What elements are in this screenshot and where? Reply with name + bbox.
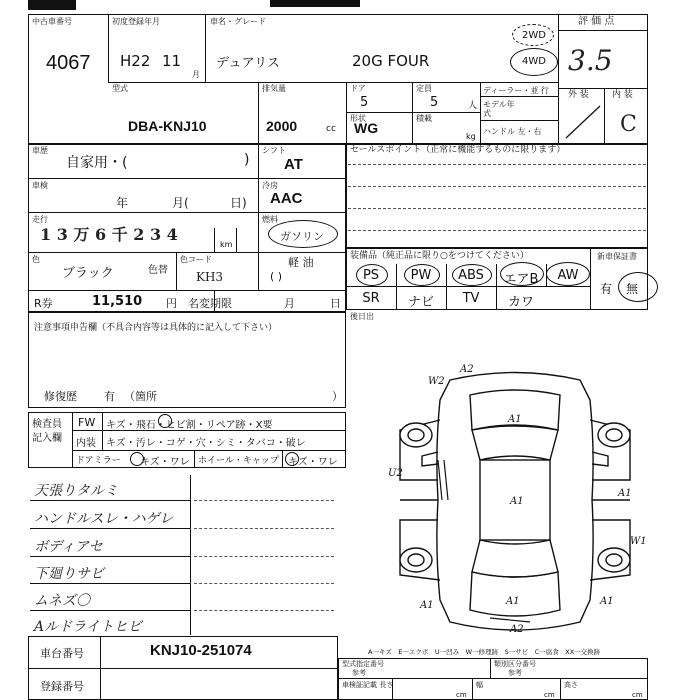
inspector-interior-text: キズ・汚レ・コゲ・穴・シミ・タバコ・破レ xyxy=(106,438,306,449)
equip-sr: SR xyxy=(362,291,380,306)
equipment-title: 装備品（純正品に限り○をつけてください） xyxy=(350,251,529,261)
exterior-slash xyxy=(562,100,604,142)
length-label: 車検証記載 長さ xyxy=(342,681,394,689)
payload-unit: kg xyxy=(466,132,476,141)
usage-label: 車歴 xyxy=(32,146,48,155)
class-ref: 参考 xyxy=(508,669,522,677)
mark-w1: W1 xyxy=(630,536,647,547)
sales-title: セールスポイント（正常に機能するものに限ります） xyxy=(350,145,566,155)
notes-title: 注意事項申告欄（不具合内容等は具体的に記入して下さい） xyxy=(34,323,278,333)
inspection-label: 車検 xyxy=(32,181,48,190)
mark-a1-left-rear: A1 xyxy=(420,600,434,611)
equip-airbag: エアB xyxy=(503,272,539,287)
first-reg-month: 11 xyxy=(162,52,182,70)
width-unit: cm xyxy=(544,691,555,699)
type-value: DBA-KNJ10 xyxy=(128,118,207,134)
color-code-value: KH3 xyxy=(196,270,224,284)
inspector-label-1: 検査員 xyxy=(32,419,62,430)
doors-label: ドア xyxy=(350,84,366,93)
light-oil-paren: ( ) xyxy=(270,270,283,283)
sales-frame xyxy=(346,144,648,248)
month-suffix: 月 xyxy=(192,70,200,79)
chassis-label: 車台番号 xyxy=(40,647,84,660)
spec-no-ref: 参考 xyxy=(352,669,366,677)
tax-month: 月 xyxy=(284,297,295,310)
mark-u2: U2 xyxy=(388,468,403,479)
inspector-interior-label: 内装 xyxy=(76,438,96,449)
recycle-value: 11,510 xyxy=(92,294,143,309)
note-2: ハンドルスレ・ハゲレ xyxy=(34,511,174,527)
class-label: 類別区分番号 xyxy=(494,660,536,668)
recycle-label: R券 xyxy=(34,297,53,310)
inspector-wheel-text: キズ・ワレ xyxy=(288,457,338,468)
car-damage-diagram xyxy=(380,360,650,640)
guarantee-no-circle xyxy=(618,272,658,302)
note-4: 下廻りサビ xyxy=(34,566,104,582)
inspector-mirror-text: キズ・ワレ xyxy=(140,457,190,468)
light-oil-label: 軽 油 xyxy=(288,256,314,269)
mark-a2-rear: A2 xyxy=(510,624,524,635)
drive-2wd-circle xyxy=(512,24,554,46)
equip-ps: PS xyxy=(362,268,380,283)
exterior-label: 外 装 xyxy=(568,90,589,100)
mark-a1-right: A1 xyxy=(618,488,632,499)
header-black-bar xyxy=(270,0,360,7)
equip-leather: カワ xyxy=(507,295,534,310)
note-1: 天張りタルミ xyxy=(34,483,118,499)
guarantee-yes: 有 xyxy=(600,282,613,296)
chassis-value: KNJ10-251074 xyxy=(150,642,252,659)
capacity-label: 定員 xyxy=(416,84,432,93)
header-frame xyxy=(28,14,648,144)
interior-grade: C xyxy=(620,112,637,137)
drive-4wd-circle xyxy=(510,48,558,76)
inspector-label-2: 記入欄 xyxy=(32,433,62,444)
color-value: ブラック xyxy=(62,266,114,281)
inspection-year: 年 xyxy=(116,196,129,210)
shape-value: WG xyxy=(354,120,379,136)
mileage-label: 走行 xyxy=(32,215,48,224)
inspection-day: 日) xyxy=(230,196,247,210)
damage-legend: A一キズ E一エクボ U一凹み W一修理跡 S一サビ C一腐食 XX一交換跡 xyxy=(368,648,601,656)
drive-2wd: 2WD xyxy=(522,30,546,41)
first-reg-era: H22 xyxy=(120,52,151,70)
equip-abs: ABS xyxy=(458,268,484,283)
note-6: Aルドライトヒビ xyxy=(34,619,142,635)
model-year-label: モデル年式 xyxy=(483,100,515,118)
lot-number: 4067 xyxy=(46,52,91,74)
fuel-label: 燃料 xyxy=(262,215,278,224)
drive-4wd: 4WD xyxy=(522,56,546,67)
tax-day: 日 xyxy=(330,297,341,310)
cooler-value: AAC xyxy=(270,190,303,207)
mark-a1-roof: A1 xyxy=(510,496,524,507)
first-reg-label: 初度登録年月 xyxy=(112,17,160,26)
note-3: ボディアセ xyxy=(34,539,103,555)
after-label: 後日出 xyxy=(350,312,374,321)
tax-label: 名変期限 xyxy=(188,297,232,310)
type-label: 型式 xyxy=(112,84,128,93)
car-name: デュアリス xyxy=(216,56,280,71)
header-black-tab xyxy=(28,0,76,10)
inspector-wheel: ホイール・キャップ xyxy=(198,456,279,466)
mileage-unit: km xyxy=(220,240,233,249)
capacity-unit: 人 xyxy=(468,101,478,111)
new-guarantee-label: 新車保証書 xyxy=(597,252,637,261)
spec-no-label: 型式指定番号 xyxy=(342,660,384,668)
lot-label: 中古車番号 xyxy=(32,17,72,26)
usage-value: 自家用・( xyxy=(66,155,128,171)
inspector-fw-text: キズ・飛石・ヒビ割・リペア跡・X要 xyxy=(106,420,273,431)
doors-value: 5 xyxy=(360,95,369,110)
payload-label: 積載 xyxy=(416,114,432,123)
color-code-label: 色コード xyxy=(180,255,212,264)
width-label: 幅 xyxy=(476,681,483,689)
mark-a2-front: A2 xyxy=(460,364,474,375)
rating-score: 3.5 xyxy=(568,44,613,77)
reg-label: 登録番号 xyxy=(40,680,84,693)
usage-close: ) xyxy=(244,152,250,168)
recycle-unit: 円 xyxy=(166,297,177,310)
color-label: 色 xyxy=(32,255,40,264)
model-label: 車名・グレード xyxy=(210,17,266,26)
mark-a1-right-rear: A1 xyxy=(600,596,614,607)
shape-label: 形状 xyxy=(350,114,366,123)
height-unit: cm xyxy=(632,691,643,699)
note-5: ムネズ〇 xyxy=(34,593,90,609)
shift-value: AT xyxy=(284,156,303,173)
inspection-month: 月( xyxy=(172,196,189,210)
fuel-value: ガソリン xyxy=(280,230,324,243)
repair-close: ） xyxy=(332,390,343,403)
repair-label: 修復歴 xyxy=(44,390,77,403)
displacement-value: 2000 xyxy=(266,118,298,134)
dealer-label: ディーラー・並 行 xyxy=(483,86,549,95)
capacity-value: 5 xyxy=(430,95,439,110)
repair-place: （箇所 xyxy=(124,390,157,403)
length-unit: cm xyxy=(456,691,467,699)
rating-label: 評 価 点 xyxy=(578,16,615,27)
equip-tv: TV xyxy=(462,291,480,306)
cooler-label: 冷房 xyxy=(262,181,278,190)
grade: 20G FOUR xyxy=(352,52,430,70)
equip-aw: AW xyxy=(557,268,579,283)
mark-w2: W2 xyxy=(428,376,445,387)
displacement-unit: cc xyxy=(326,124,336,134)
mark-a1-rear: A1 xyxy=(506,596,520,607)
mark-a1-hood: A1 xyxy=(508,414,522,425)
interior-label: 内 装 xyxy=(612,90,633,100)
handle-label: ハンドル 左・右 xyxy=(483,127,542,136)
inspector-fw-label: FW xyxy=(78,416,96,429)
footer-frame-right xyxy=(338,658,648,700)
repair-yes: 有 xyxy=(104,390,115,403)
guarantee-no: 無 xyxy=(626,282,639,296)
displacement-label: 排気量 xyxy=(262,84,286,93)
inspector-mirror: ドアミラー xyxy=(76,456,121,466)
mileage-value: 1 3 万 6 千 2 3 4 xyxy=(40,225,178,244)
equip-pw: PW xyxy=(410,268,432,283)
height-label: 高さ xyxy=(564,681,578,689)
fuel-circle xyxy=(268,220,338,248)
color-change-label: 色替 xyxy=(148,265,168,276)
shift-label: シフト xyxy=(262,146,286,155)
equip-navi: ナビ xyxy=(407,295,434,310)
